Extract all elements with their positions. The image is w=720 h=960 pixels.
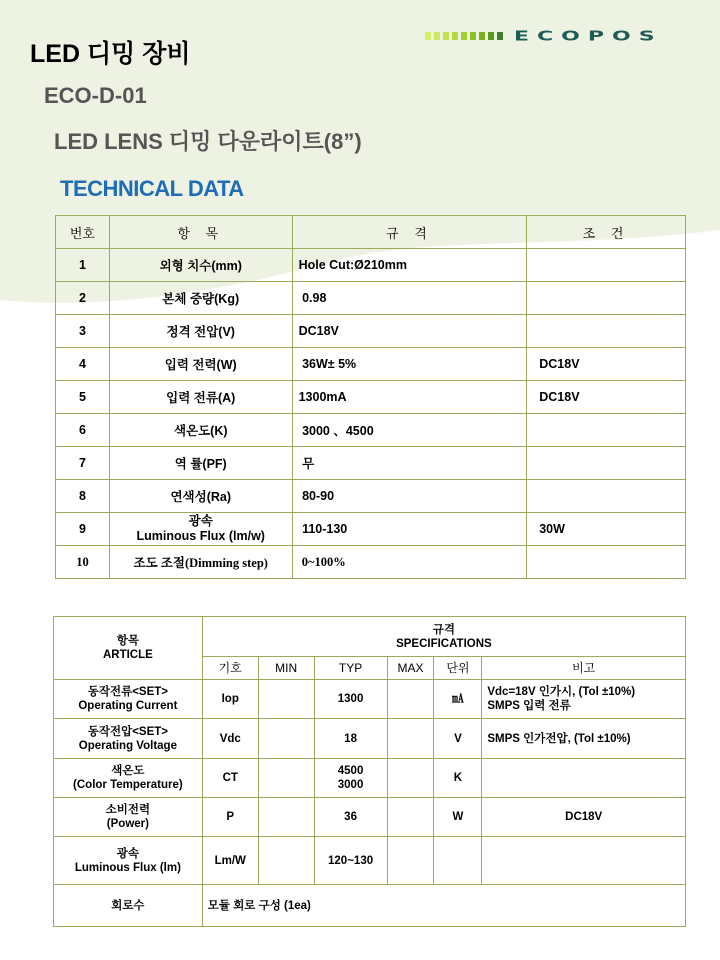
row-spec: 80-90 (292, 480, 527, 513)
row-no: 5 (56, 381, 110, 414)
spec-note (482, 719, 686, 759)
row-item: 입력 전력(W) (109, 348, 292, 381)
logo-text: ECOPOS (514, 28, 663, 44)
spec-header-row (54, 617, 686, 657)
table-row (56, 381, 686, 414)
table-row (56, 447, 686, 480)
spec-en: SPECIFICATIONS (396, 637, 492, 650)
spec-row (54, 719, 686, 759)
row-condition (527, 546, 686, 579)
section-title: TECHNICAL DATA (60, 176, 244, 201)
spec-row (54, 798, 686, 837)
circuit-label: 회로수 (54, 885, 203, 927)
spec-symbol: Lm/W (202, 837, 258, 885)
row-spec: 0.98 (292, 282, 527, 315)
spec-note (482, 680, 686, 719)
spec-note (482, 837, 686, 885)
row-condition: 30W (527, 513, 686, 546)
spec-name-line2: Luminous Flux (lm) (74, 861, 181, 874)
spec-max (387, 759, 434, 798)
row-no: 3 (56, 315, 110, 348)
spec-note-line2: SMPS 입력 전류 (487, 700, 571, 712)
spec-header (202, 617, 685, 657)
row-item: 역 률(PF) (109, 447, 292, 480)
spec-name (54, 680, 203, 719)
row-no: 8 (56, 480, 110, 513)
technical-data-table (55, 215, 686, 579)
spec-typ: 18 (314, 719, 387, 759)
spec-name (54, 759, 203, 798)
spec-typ (314, 759, 387, 798)
spec-note: DC18V (482, 798, 686, 837)
spec-max (387, 680, 434, 719)
row-item: 조도 조절(Dimming step) (109, 546, 292, 579)
spec-note (482, 759, 686, 798)
subheader-max: MAX (387, 657, 434, 680)
row-item: 본체 중량(Kg) (109, 282, 292, 315)
row-no: 10 (56, 546, 110, 579)
subheader-min: MIN (258, 657, 314, 680)
row-spec: 무 (292, 447, 527, 480)
row-no: 2 (56, 282, 110, 315)
row-no: 4 (56, 348, 110, 381)
header-item: 항 목 (109, 216, 292, 249)
subheader-note: 비고 (482, 657, 686, 680)
row-item: 색온도(K) (109, 414, 292, 447)
spec-unit (434, 837, 482, 885)
table-row (56, 315, 686, 348)
spec-name-line1: 색온도 (111, 765, 145, 777)
specifications-table (53, 616, 686, 927)
spec-name-line1: 동작전압<SET> (87, 725, 168, 738)
row-no: 1 (56, 249, 110, 282)
row-spec: 0~100% (292, 546, 527, 579)
circuit-value: 모듈 회로 구성 (1ea) (202, 885, 685, 927)
spec-name-line2: Operating Voltage (78, 739, 177, 752)
spec-name (54, 798, 203, 837)
row-condition (527, 414, 686, 447)
spec-name (54, 719, 203, 759)
spec-unit: ㎃ (434, 680, 482, 719)
spec-name-line2: (Power) (106, 818, 149, 830)
spec-name-line1: 소비전력 (105, 804, 151, 816)
table-row (56, 546, 686, 579)
subheader-symbol: 기호 (202, 657, 258, 680)
spec-name-line1: 동작전류<SET> (87, 686, 168, 698)
model-number: ECO-D-01 (44, 83, 147, 108)
row-spec: 3000 、4500 (292, 414, 527, 447)
spec-name-line1: 광속 (116, 847, 139, 860)
row-no: 6 (56, 414, 110, 447)
spec-min (258, 719, 314, 759)
spec-symbol: P (202, 798, 258, 837)
spec-name (54, 837, 203, 885)
spec-max (387, 798, 434, 837)
spec-name-line2: (Color Temperature) (73, 779, 183, 791)
row-condition (527, 315, 686, 348)
spec-min (258, 798, 314, 837)
row-item-line1: 광속 (188, 514, 213, 528)
spec-row (54, 837, 686, 885)
ecopos-logo (425, 26, 690, 46)
table-row (56, 249, 686, 282)
row-item: 외형 치수(mm) (109, 249, 292, 282)
product-name: LED LENS 디밍 다운라이트(8”) (54, 129, 362, 154)
spec-min (258, 837, 314, 885)
table-header-row (56, 216, 686, 249)
row-item (109, 513, 292, 546)
spec-max (387, 719, 434, 759)
spec-unit: W (434, 798, 482, 837)
spec-unit: K (434, 759, 482, 798)
row-item: 정격 전압(V) (109, 315, 292, 348)
spec-symbol: Vdc (202, 719, 258, 759)
page-title: LED 디밍 장비 (30, 40, 191, 68)
row-condition (527, 282, 686, 315)
row-spec: 36W± 5% (292, 348, 527, 381)
row-item-line2: Luminous Flux (lm/w) (136, 529, 265, 543)
spec-typ-line1: 4500 (337, 765, 364, 777)
row-spec: DC18V (292, 315, 527, 348)
header-no: 번호 (56, 216, 110, 249)
spec-row (54, 759, 686, 798)
spec-note-line1: SMPS 인가전압, (Tol ±10%) (487, 732, 631, 745)
spec-unit: V (434, 719, 482, 759)
header-condition: 조 건 (527, 216, 686, 249)
subheader-typ: TYP (314, 657, 387, 680)
table-row (56, 513, 686, 546)
article-ko: 항목 (116, 635, 139, 647)
row-condition (527, 447, 686, 480)
row-spec: 1300mA (292, 381, 527, 414)
spec-ko: 규격 (432, 623, 455, 636)
article-header (54, 617, 203, 680)
subheader-unit: 단위 (434, 657, 482, 680)
row-no: 7 (56, 447, 110, 480)
spec-note-line1: Vdc=18V 인가시, (Tol ±10%) (487, 686, 636, 698)
row-spec: Hole Cut:Ø210mm (292, 249, 527, 282)
row-spec: 110-130 (292, 513, 527, 546)
row-condition: DC18V (527, 348, 686, 381)
spec-max (387, 837, 434, 885)
spec-name-line2: Operating Current (78, 700, 178, 712)
spec-symbol: Iop (202, 680, 258, 719)
table-row (56, 414, 686, 447)
spec-min (258, 680, 314, 719)
spec-typ-line2: 3000 (337, 779, 364, 791)
spec-row (54, 885, 686, 927)
spec-typ: 120~130 (314, 837, 387, 885)
table-row (56, 282, 686, 315)
row-condition (527, 249, 686, 282)
table-row (56, 480, 686, 513)
spec-typ: 1300 (314, 680, 387, 719)
row-no: 9 (56, 513, 110, 546)
row-item: 연색성(Ra) (109, 480, 292, 513)
spec-symbol: CT (202, 759, 258, 798)
row-condition: DC18V (527, 381, 686, 414)
spec-min (258, 759, 314, 798)
spec-typ: 36 (314, 798, 387, 837)
spec-row (54, 680, 686, 719)
row-condition (527, 480, 686, 513)
table-row (56, 348, 686, 381)
header-spec: 규 격 (292, 216, 527, 249)
article-en: ARTICLE (102, 649, 153, 661)
row-item: 입력 전류(A) (109, 381, 292, 414)
